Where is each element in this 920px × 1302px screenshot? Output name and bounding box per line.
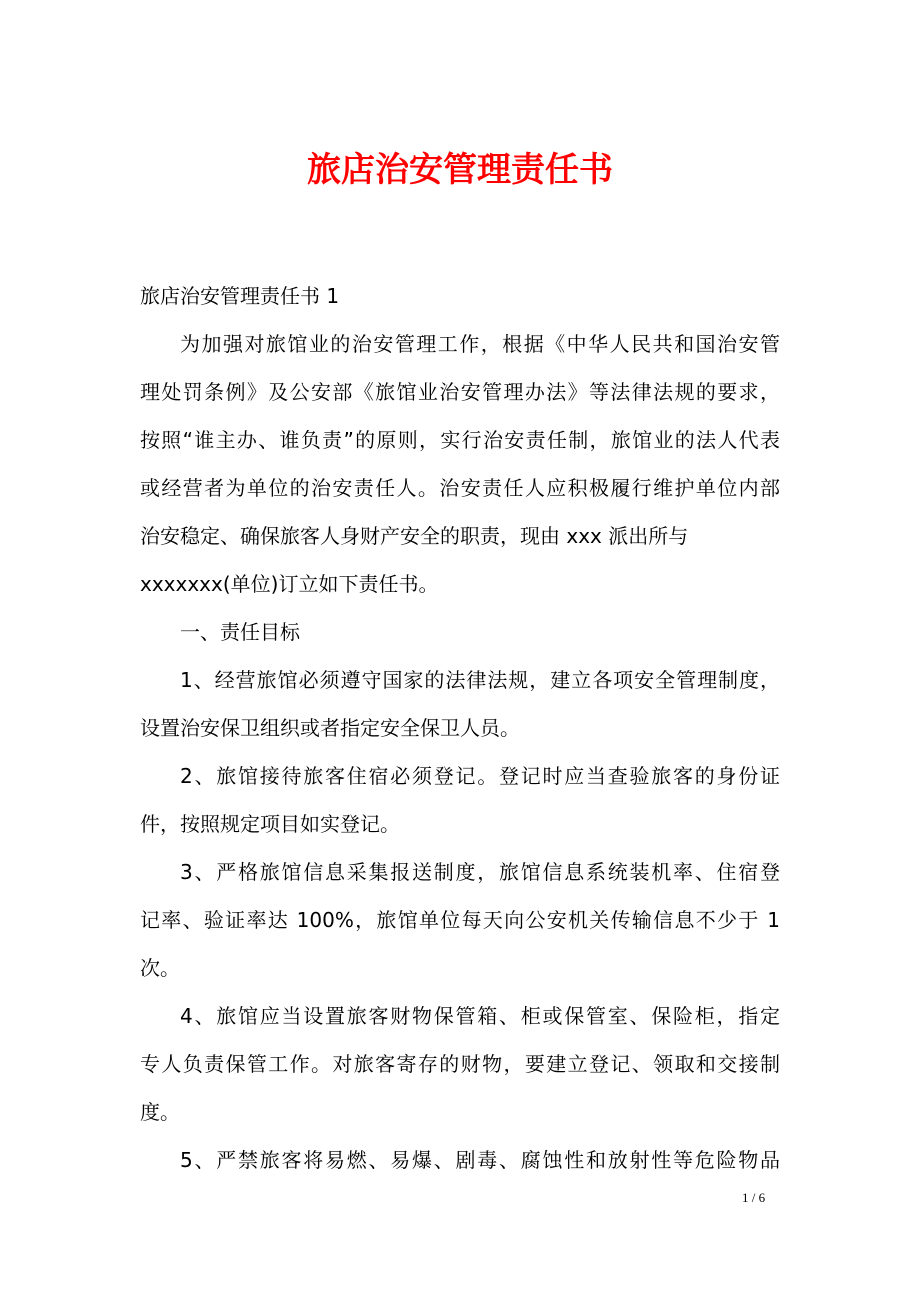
text-line: 1、经营旅馆必须遵守国家的法律法规，建立各项安全管理制度， bbox=[180, 668, 780, 692]
text-line: xxxxxxx(单位)订立如下责任书。 bbox=[140, 572, 439, 596]
text-line: 设置治安保卫组织或者指定安全保卫人员。 bbox=[140, 716, 520, 740]
text-line: 为加强对旅馆业的治安管理工作，根据《中华人民共和国治安管 bbox=[180, 332, 780, 356]
text-line: 次。 bbox=[140, 956, 180, 980]
text-line: 专人负责保管工作。对旅客寄存的财物，要建立登记、领取和交接制 bbox=[140, 1052, 780, 1076]
document-title: 旅店治安管理责任书 bbox=[307, 150, 613, 190]
text-line: 治安稳定、确保旅客人身财产安全的职责，现由 xxx 派出所与 bbox=[140, 524, 689, 548]
text-line: 4、旅馆应当设置旅客财物保管箱、柜或保管室、保险柜，指定 bbox=[180, 1004, 780, 1028]
text-line: 记率、验证率达 100%，旅馆单位每天向公安机关传输信息不少于 1 bbox=[140, 908, 780, 932]
text-line: 旅店治安管理责任书 1 bbox=[140, 284, 340, 308]
text-line: 件，按照规定项目如实登记。 bbox=[140, 812, 400, 836]
text-line: 5、严禁旅客将易燃、易爆、剧毒、腐蚀性和放射性等危险物品 bbox=[180, 1148, 780, 1172]
text-line: 或经营者为单位的治安责任人。治安责任人应积极履行维护单位内部 bbox=[140, 476, 780, 500]
text-line: 2、旅馆接待旅客住宿必须登记。登记时应当查验旅客的身份证 bbox=[180, 764, 780, 788]
document-body bbox=[140, 282, 780, 1194]
text-line: 一、责任目标 bbox=[180, 620, 300, 644]
text-line: 理处罚条例》及公安部《旅馆业治安管理办法》等法律法规的要求， bbox=[140, 380, 780, 404]
text-line: 3、严格旅馆信息采集报送制度，旅馆信息系统装机率、住宿登 bbox=[180, 860, 780, 884]
text-line: 度。 bbox=[140, 1100, 180, 1124]
text-line: 按照“谁主办、谁负责”的原则，实行治安责任制，旅馆业的法人代表 bbox=[140, 428, 780, 452]
page-number: 1 / 6 bbox=[742, 1190, 766, 1205]
